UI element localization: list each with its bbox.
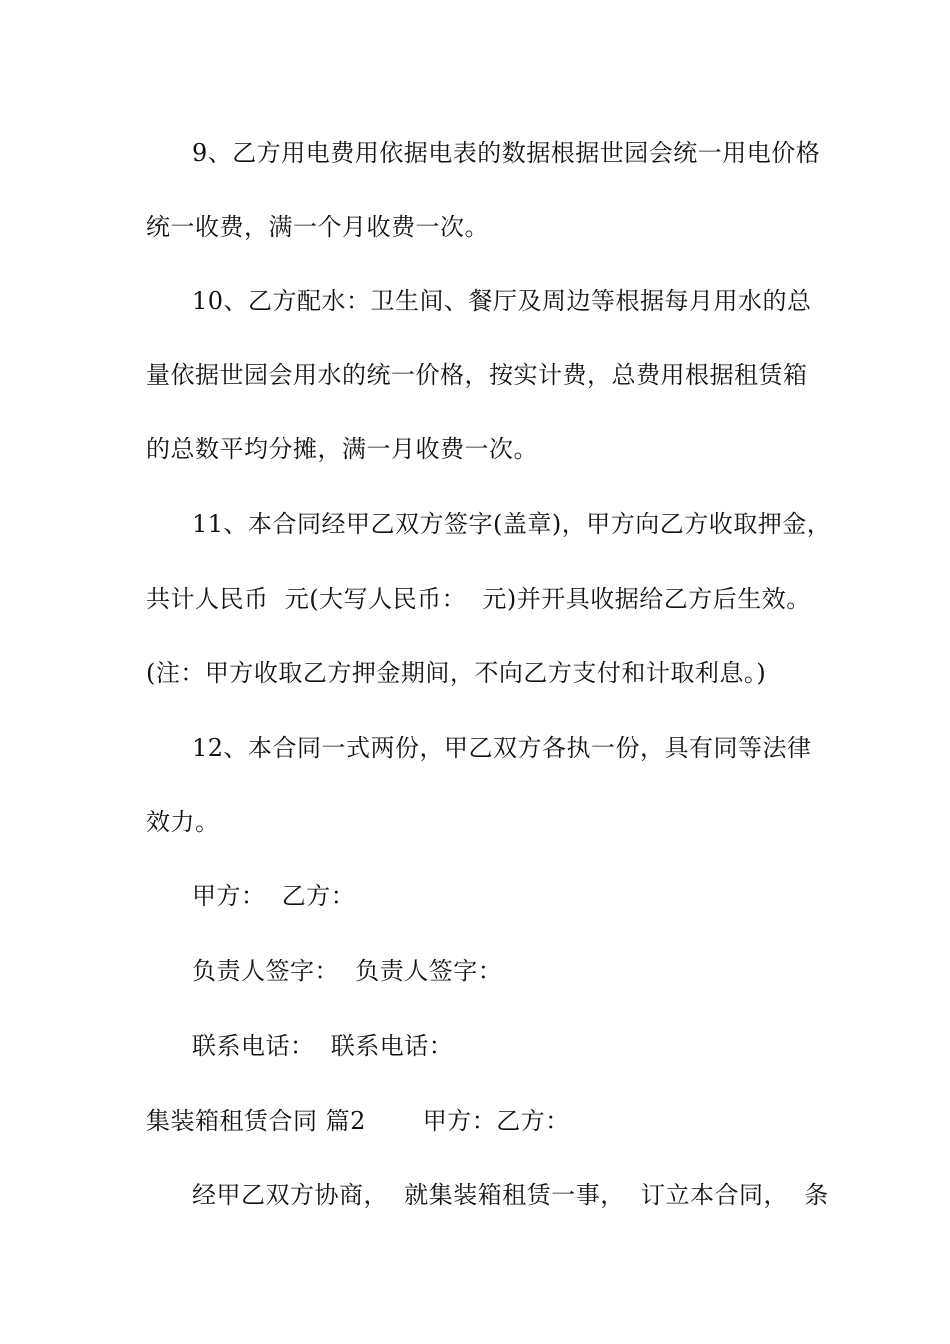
clause-9-line-1: 9、乙方用电费用依据电表的数据根据世园会统一用电价格 (192, 139, 821, 167)
party-labels: 甲方： 乙方： (192, 882, 356, 910)
clause-9-line-2: 统一收费，满一个月收费一次。 (146, 213, 489, 241)
clause-10-line-1: 10、乙方配水：卫生间、餐厅及周边等根据每月用水的总 (192, 287, 812, 315)
clause-12-line-1: 12、本合同一式两份，甲乙双方各执一份，具有同等法律 (192, 734, 812, 762)
clause-10-line-3: 的总数平均分摊，满一月收费一次。 (146, 435, 538, 463)
clause-12-line-2: 效力。 (146, 808, 220, 836)
signature-labels: 负责人签字： 负责人签字： (192, 957, 503, 985)
clause-11-line-1: 11、本合同经甲乙双方签字(盖章)，甲方向乙方收取押金， (192, 510, 832, 538)
clause-10-line-2: 量依据世园会用水的统一价格，按实计费，总费用根据租赁箱 (146, 361, 808, 389)
contract-intro-line: 经甲乙双方协商， 就集装箱租赁一事， 订立本合同， 条 (192, 1181, 829, 1209)
phone-labels: 联系电话： 联系电话： (192, 1032, 454, 1060)
clause-11-line-2: 共计人民币 元(大写人民币： 元)并开具收据给乙方后生效。 (146, 585, 811, 613)
section-heading: 集装箱租赁合同 篇2 甲方：乙方： (146, 1107, 570, 1135)
clause-11-note: (注：甲方收取乙方押金期间，不向乙方支付和计取利息。) (146, 659, 767, 687)
